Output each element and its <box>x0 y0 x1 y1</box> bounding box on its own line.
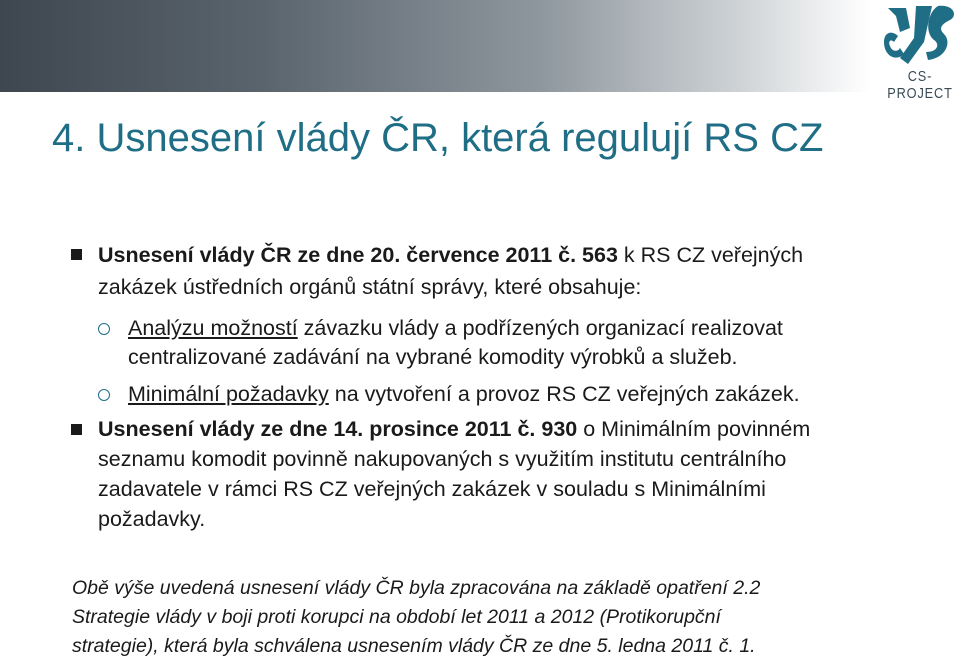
square-bullet-icon <box>71 249 82 260</box>
minimum-requirements-link[interactable]: Minimální požadavky <box>128 382 329 406</box>
circle-bullet-icon <box>98 323 110 335</box>
resolution-2011-563-title: Usnesení vlády ČR ze dne 20. července 2011 č. 563 <box>98 243 618 267</box>
bullet-2-line-1 <box>98 414 810 444</box>
bullet-2-rest: o Minimálním povinném <box>577 417 811 441</box>
footnote-line-2: Strategie vlády v boji proti korupci na období let 2011 a 2012 (Protikorupční <box>72 606 721 628</box>
sub-bullet-1-rest: závazku vlády a podřízených organizací realizovat <box>297 316 783 340</box>
sub-bullet-1-line-2: centralizované zadávání na vybrané komodity výrobků a služeb. <box>128 345 738 369</box>
bullet-2-line-3: zadavatele v rámci RS CZ veřejných zakázek v souladu s Minimálními <box>98 477 766 501</box>
footnote-line-3: strategie), která byla schválena usnesením vlády ČR ze dne 5. ledna 2011 č. 1. <box>72 635 756 657</box>
resolution-2011-930-title: Usnesení vlády ze dne 14. prosince 2011 č. 930 <box>98 417 578 441</box>
sub-bullet-2-rest: na vytvoření a provoz RS CZ veřejných zakázek. <box>328 382 800 406</box>
slide-title: 4. Usnesení vlády ČR, která regulují RS CZ <box>52 116 824 160</box>
footnote <box>72 574 760 661</box>
sub-bullet-2 <box>128 379 800 409</box>
logo-text: CS-PROJECT <box>887 68 953 102</box>
bullet-2-line-2: seznamu komodit povinně nakupovaných s využitím institutu centrálního <box>98 447 787 471</box>
square-bullet-icon <box>71 424 82 435</box>
bullet-1-line-2: zakázek ústředních orgánů státní správy, které obsahuje: <box>98 275 642 299</box>
bullet-1-rest: k RS CZ veřejných <box>617 243 804 267</box>
footnote-line-1: Obě výše uvedená usnesení vlády ČR byla zpracována na základě opatření 2.2 <box>72 577 761 599</box>
circle-bullet-icon <box>98 389 110 401</box>
analysis-link[interactable]: Analýzu možností <box>128 316 298 340</box>
bullet-2-line-4: požadavky. <box>98 507 206 531</box>
sub-bullet-1-line-1 <box>128 313 783 343</box>
bullet-1-line-1 <box>98 240 803 270</box>
